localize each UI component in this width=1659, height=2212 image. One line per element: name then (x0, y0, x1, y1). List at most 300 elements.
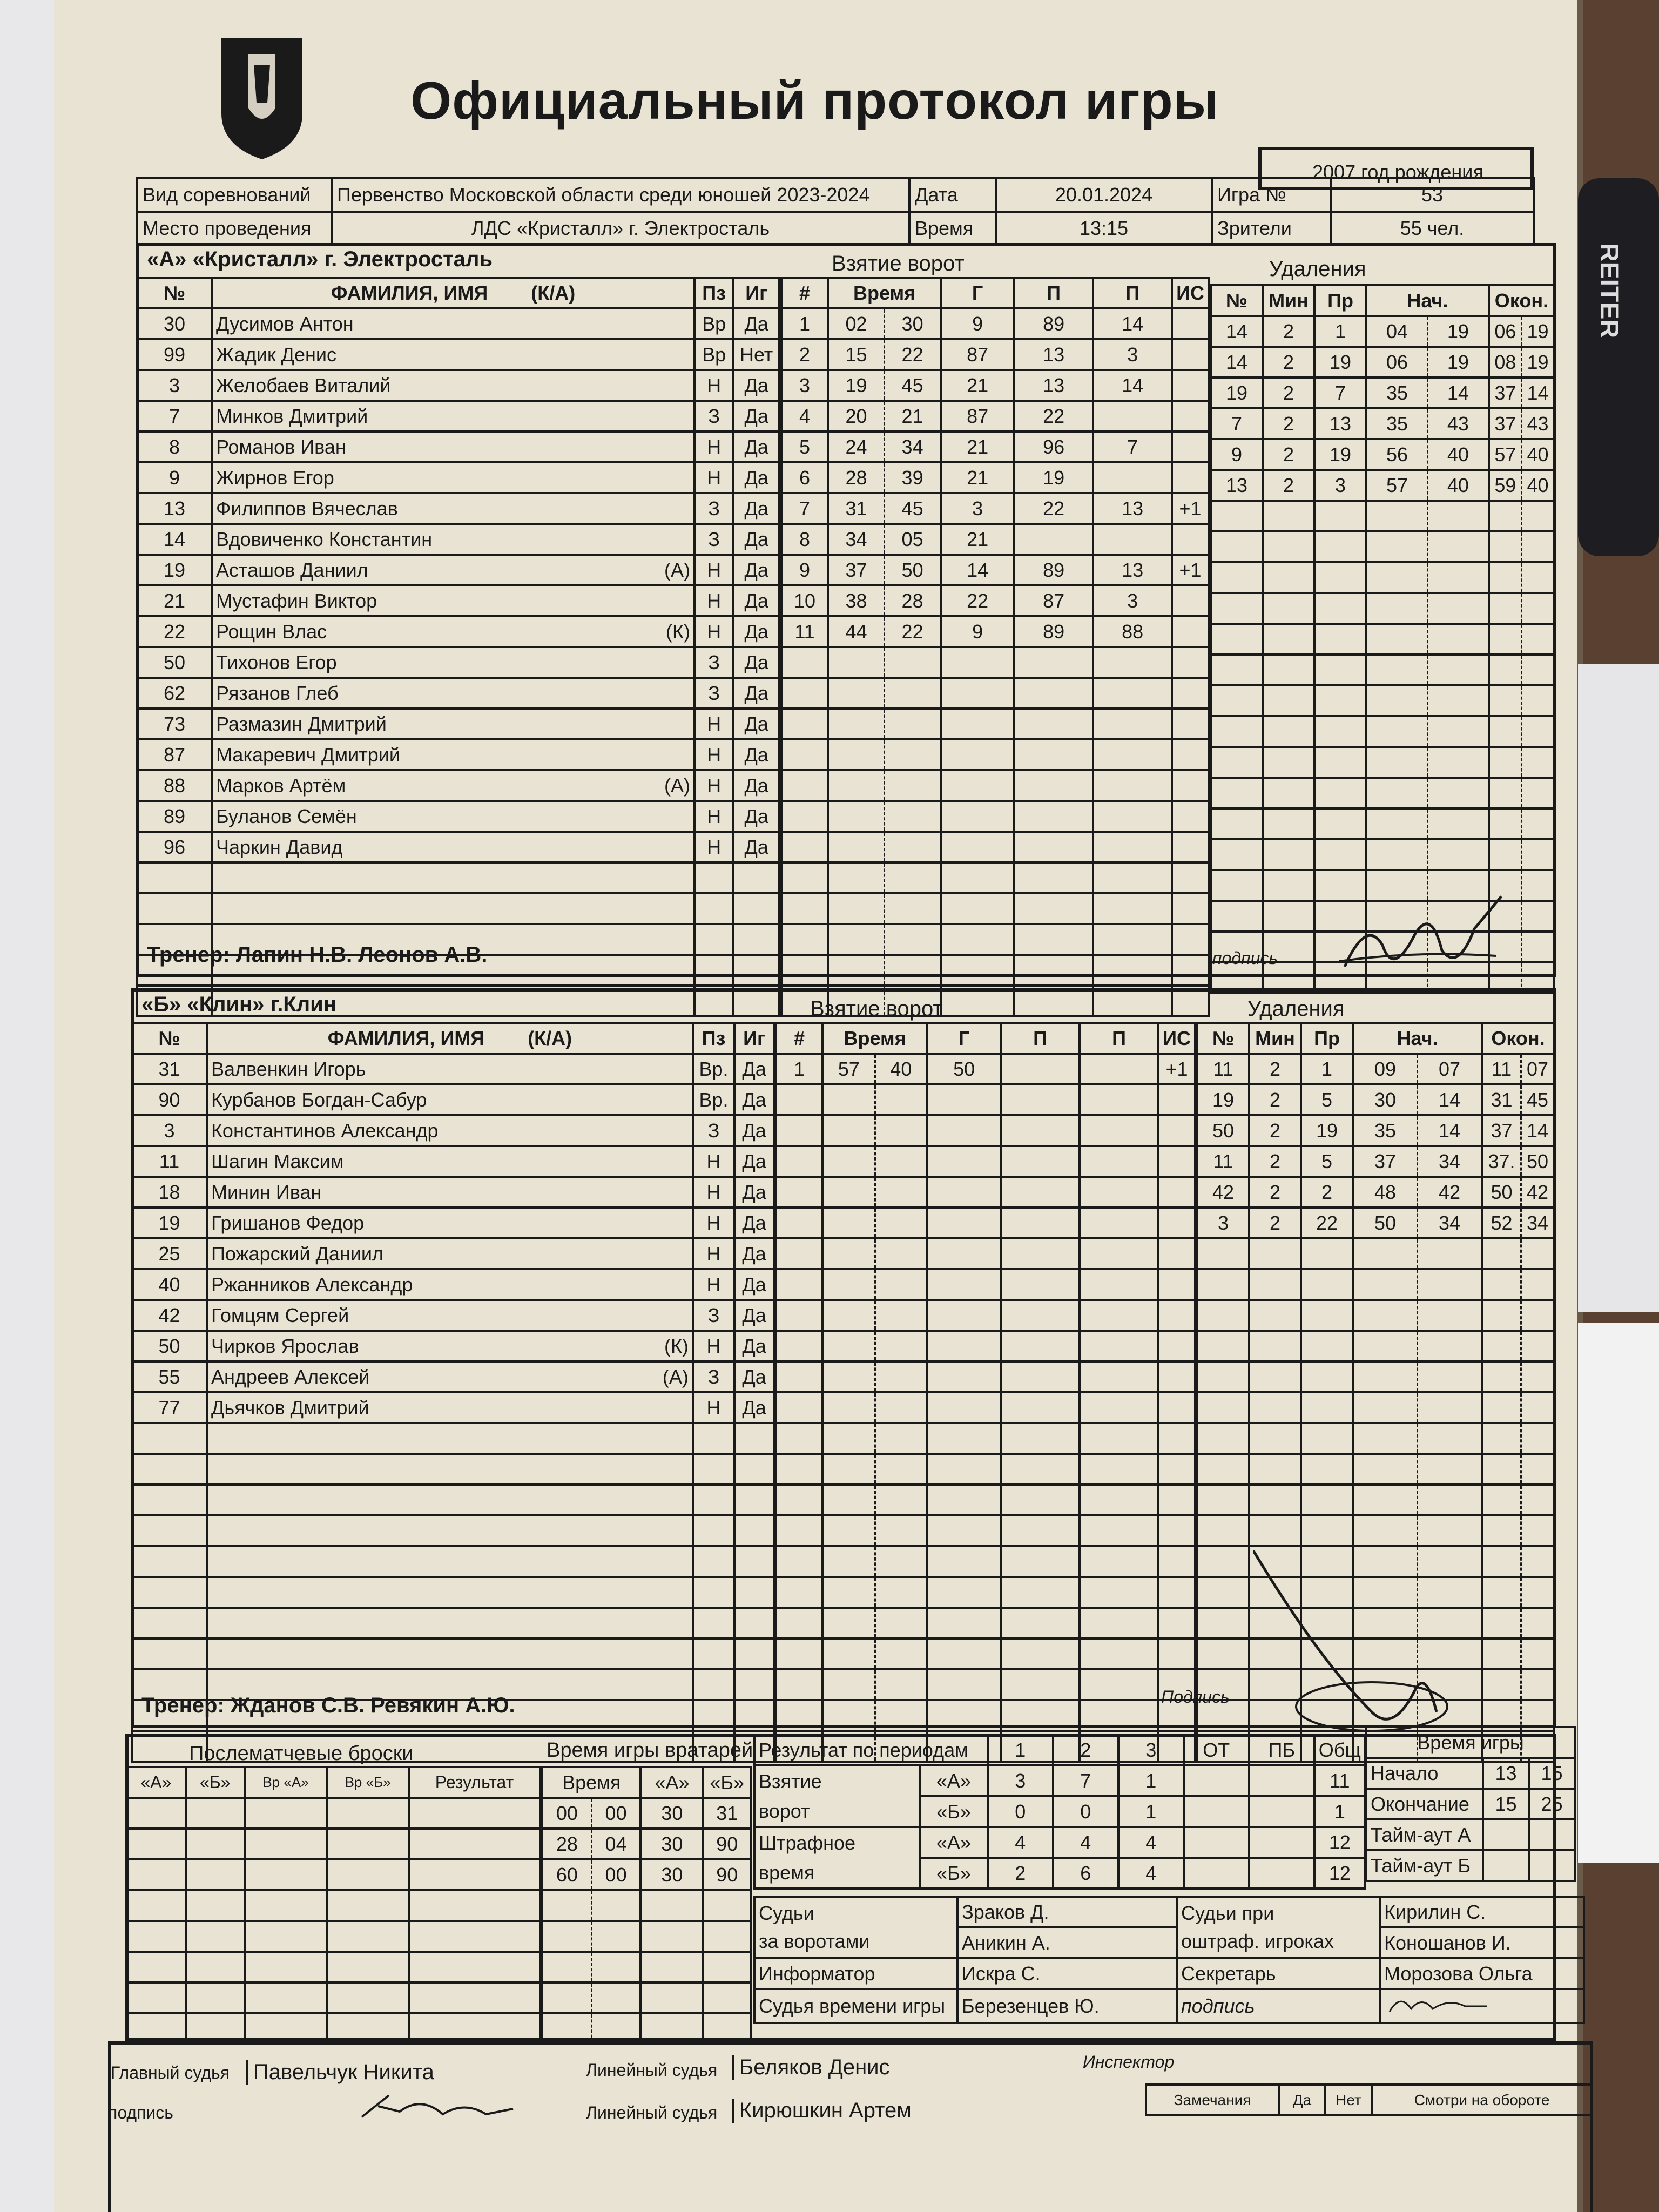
goals-label-1: Взятие (754, 1765, 920, 1796)
empty-cell (327, 1798, 409, 1829)
goal-number: 9 (781, 555, 828, 585)
table-row (776, 1331, 1195, 1361)
goal-assist-2 (1080, 1238, 1158, 1269)
goal-strength (1158, 1515, 1195, 1546)
goal-assist-1 (1001, 1054, 1080, 1084)
penalty-player (1211, 531, 1263, 562)
table-row (132, 1177, 774, 1208)
goal-strength (1172, 524, 1209, 555)
goal-assist-2: 88 (1093, 616, 1172, 647)
col-time: Время (828, 278, 941, 308)
penalty-start-sec: 14 (1418, 1084, 1482, 1115)
table-row (542, 1890, 751, 1921)
penalty-player (1197, 1546, 1249, 1577)
penalty-start-min (1353, 1331, 1418, 1361)
goals-a-1: 3 (988, 1765, 1053, 1796)
pim-b-pb (1249, 1858, 1314, 1889)
goal-number (776, 1700, 822, 1731)
penalty-end-sec (1521, 932, 1554, 962)
table-row (137, 585, 779, 616)
table-row (132, 1392, 774, 1423)
player-position: Вр (694, 339, 733, 370)
penalty-start-min (1353, 1361, 1418, 1392)
empty-cell (693, 1577, 734, 1608)
goalie-time-sec (591, 1921, 640, 1952)
penalty-end-min (1482, 1361, 1521, 1392)
player-name-text: Вдовиченко Константин (216, 528, 433, 550)
penalty-end-sec (1521, 1546, 1554, 1577)
goal-strength (1172, 462, 1209, 493)
player-position: Н (694, 770, 733, 801)
goal-number: 2 (781, 339, 828, 370)
player-played: Да (733, 555, 779, 585)
penalty-start-sec (1418, 1269, 1482, 1300)
goal-scorer: 9 (941, 308, 1014, 339)
goal-minute (822, 1608, 875, 1638)
table-row (1197, 1485, 1554, 1515)
penalty-player (1211, 778, 1263, 808)
player-position: Н (694, 801, 733, 832)
goal-number: 10 (781, 585, 828, 616)
player-name (207, 1300, 693, 1331)
penalty-end-min: 37. (1482, 1146, 1521, 1177)
empty-cell (186, 1921, 245, 1952)
goalie-time-sec (591, 1952, 640, 1982)
player-position: Н (693, 1331, 734, 1361)
table-row (137, 524, 779, 555)
table-row (776, 1485, 1195, 1515)
game-number: 53 (1331, 178, 1534, 212)
goal-second: 45 (885, 370, 941, 401)
penalty-reason (1301, 1392, 1353, 1423)
team-b-title: «Б» «Клин» г.Клин (141, 993, 336, 1016)
officials-table (753, 1896, 1585, 2024)
penalty-end-min: 37 (1489, 408, 1522, 439)
goalie-time-min: 00 (542, 1798, 591, 1829)
penalty-start-min (1353, 1485, 1418, 1515)
penalty-end-min (1489, 593, 1522, 624)
player-position: З (694, 524, 733, 555)
goal-scorer: 21 (941, 524, 1014, 555)
penalty-player (1197, 1454, 1249, 1485)
penalty-reason (1314, 778, 1366, 808)
game-time-title: Время игры (1366, 1727, 1575, 1758)
col-pen-no: № (1197, 1023, 1249, 1054)
goal-minute (822, 1515, 875, 1546)
goalie-time-min (542, 1982, 591, 2013)
penalty-start-min (1366, 808, 1427, 839)
penalty-minutes (1249, 1454, 1301, 1485)
empty-cell (327, 1921, 409, 1952)
goals-b-3: 1 (1118, 1796, 1184, 1827)
penalty-end-min (1489, 501, 1522, 531)
goal-scorer (927, 1300, 1001, 1331)
goal-second: 40 (875, 1054, 927, 1084)
goal-strength (1158, 1208, 1195, 1238)
goalie-time-sec: 04 (591, 1829, 640, 1859)
goal-scorer: 21 (941, 370, 1014, 401)
goal-second (875, 1515, 927, 1546)
player-name-text: Дьячков Дмитрий (211, 1396, 369, 1419)
goal-assist-2 (1080, 1208, 1158, 1238)
penalty-player: 19 (1211, 377, 1263, 408)
goal-minute (822, 1084, 875, 1115)
penalty-start-sec (1418, 1515, 1482, 1546)
goal-assist-2 (1080, 1608, 1158, 1638)
goal-scorer (941, 770, 1014, 801)
player-played: Да (733, 678, 779, 709)
goalie-time-sec: 00 (591, 1798, 640, 1829)
penalty-end-min (1489, 716, 1522, 747)
player-name-text: Желобаев Виталий (216, 374, 391, 396)
table-row (1211, 501, 1554, 531)
goal-scorer (927, 1392, 1001, 1423)
player-played: Да (733, 524, 779, 555)
table-row (542, 1952, 751, 1982)
col-min: Мин (1263, 285, 1314, 316)
goal-number (776, 1146, 822, 1177)
empty-cell (694, 893, 733, 924)
player-name (212, 524, 694, 555)
col-p3: 3 (1118, 1735, 1184, 1765)
penalty-start-min (1366, 562, 1427, 593)
goal-minute (822, 1577, 875, 1608)
goal-assist-2: 13 (1093, 493, 1172, 524)
team-b-goals-heading: Взятие ворот (810, 997, 943, 1021)
table-row (132, 1361, 774, 1392)
player-played: Да (733, 370, 779, 401)
penalty-end-sec (1521, 1300, 1554, 1331)
goal-minute (822, 1392, 875, 1423)
goal-number (776, 1177, 822, 1208)
player-position: Н (694, 462, 733, 493)
player-name (212, 370, 694, 401)
remarks-label: Замечания (1146, 2085, 1279, 2115)
goal-strength (1158, 1546, 1195, 1577)
goal-minute (828, 924, 885, 955)
penalty-end-min (1489, 655, 1522, 685)
empty-cell (327, 1952, 409, 1982)
table-row (126, 1982, 540, 2013)
goal-second (885, 924, 941, 955)
penalty-reason: 19 (1301, 1115, 1353, 1146)
goal-assist-1 (1001, 1392, 1080, 1423)
table-row (776, 1054, 1195, 1084)
goal-minute (828, 678, 885, 709)
penalty-minutes (1263, 747, 1314, 778)
goal-strength (1158, 1608, 1195, 1638)
empty-cell (327, 1982, 409, 2013)
goal-scorer (927, 1638, 1001, 1669)
penalty-player: 19 (1197, 1084, 1249, 1115)
goal-assist-2 (1080, 1577, 1158, 1608)
goal-second (885, 832, 941, 862)
goal-minute: 15 (828, 339, 885, 370)
goal-second (885, 862, 941, 893)
player-position: Н (694, 555, 733, 585)
goal-minute (822, 1423, 875, 1454)
penalty-end-min: 59 (1489, 470, 1522, 501)
player-name (207, 1177, 693, 1208)
table-row (776, 1208, 1195, 1238)
goal-second: 50 (885, 555, 941, 585)
penalty-player (1197, 1269, 1249, 1300)
goal-number (776, 1485, 822, 1515)
date-value: 20.01.2024 (996, 178, 1212, 212)
penalty-end-sec (1521, 1361, 1554, 1392)
penalty-end-sec (1521, 1423, 1554, 1454)
goal-strength (1158, 1361, 1195, 1392)
penalty-end-min (1482, 1392, 1521, 1423)
penalty-reason (1301, 1361, 1353, 1392)
penalty-end-min (1489, 808, 1522, 839)
penalty-end-min (1482, 1238, 1521, 1269)
player-name-text: Буланов Семён (216, 805, 357, 827)
empty-cell (245, 2013, 327, 2044)
penalty-start-sec (1427, 531, 1488, 562)
goal-assist-1: 89 (1014, 555, 1093, 585)
goal-second: 30 (885, 308, 941, 339)
goals-a-total: 11 (1314, 1765, 1365, 1796)
goal-judge-1: Зраков Д. (957, 1897, 1177, 1927)
empty-cell (694, 955, 733, 986)
goals-b-ot (1184, 1796, 1249, 1827)
penalty-reason: 1 (1314, 316, 1366, 347)
player-position: Н (693, 1392, 734, 1423)
goal-scorer (927, 1146, 1001, 1177)
penalty-reason (1314, 685, 1366, 716)
goal-number: 6 (781, 462, 828, 493)
table-row (137, 339, 779, 370)
goal-second (875, 1638, 927, 1669)
spectators-label: Зрители (1212, 212, 1331, 245)
linesman-1-value: Беляков Денис (732, 2055, 890, 2080)
penalty-start-sec (1418, 1331, 1482, 1361)
penalty-minutes: 2 (1249, 1208, 1301, 1238)
col-min: Мин (1249, 1023, 1301, 1054)
goal-second (875, 1669, 927, 1700)
table-row (137, 308, 779, 339)
penalty-reason (1301, 1454, 1353, 1485)
player-name-text: Пожарский Даниил (211, 1242, 384, 1265)
table-row (137, 893, 779, 924)
pim-b-total: 12 (1314, 1858, 1365, 1889)
goal-assist-2 (1080, 1392, 1158, 1423)
goal-assist-1: 87 (1014, 585, 1093, 616)
goal-number (776, 1423, 822, 1454)
penalty-player (1211, 839, 1263, 870)
empty-cell (207, 1577, 693, 1608)
player-name (207, 1084, 693, 1115)
goal-number (781, 955, 828, 986)
empty-cell (409, 1982, 540, 2013)
goal-assist-1 (1001, 1331, 1080, 1361)
goalie-a (640, 1921, 703, 1952)
team-b-penalties-heading: Удаления (1247, 997, 1345, 1021)
goal-scorer: 50 (927, 1054, 1001, 1084)
goal-strength (1172, 801, 1209, 832)
penalty-minutes: 2 (1263, 470, 1314, 501)
player-name-text: Минин Иван (211, 1181, 322, 1203)
penalty-end-sec (1521, 1638, 1554, 1669)
goal-second (875, 1577, 927, 1608)
player-name-text: Шагин Максим (211, 1150, 344, 1172)
goal-scorer (941, 678, 1014, 709)
goal-second (875, 1146, 927, 1177)
goal-strength (1158, 1146, 1195, 1177)
penalty-end-sec (1521, 839, 1554, 870)
empty-cell (327, 1859, 409, 1890)
time-value: 13:15 (996, 212, 1212, 245)
penalty-start-sec (1418, 1423, 1482, 1454)
pim-label-2: время (754, 1858, 920, 1889)
table-row (781, 493, 1209, 524)
player-played: Да (734, 1269, 774, 1300)
goal-assist-2 (1080, 1115, 1158, 1146)
col-gt-time: Время (542, 1767, 640, 1798)
table-row (781, 616, 1209, 647)
goal-scorer (927, 1115, 1001, 1146)
player-number: 55 (132, 1361, 207, 1392)
goal-scorer (941, 893, 1014, 924)
player-name-text: Асташов Даниил (216, 558, 368, 581)
goal-minute: 34 (828, 524, 885, 555)
table-row (1211, 655, 1554, 685)
goal-assist-1 (1001, 1146, 1080, 1177)
game-start-m: 15 (1529, 1758, 1575, 1789)
penalty-start-min (1366, 839, 1427, 870)
goal-scorer: 21 (941, 431, 1014, 462)
table-row (542, 1921, 751, 1952)
table-row (132, 1208, 774, 1238)
goal-minute: 38 (828, 585, 885, 616)
timekeeper-value: Березенцев Ю. (957, 1989, 1177, 2023)
goal-assist-2 (1093, 647, 1172, 678)
goal-number (781, 862, 828, 893)
penalty-reason (1301, 1485, 1353, 1515)
player-role: (А) (664, 558, 690, 581)
game-start-h: 13 (1483, 1758, 1529, 1789)
player-position: Н (693, 1146, 734, 1177)
empty-cell (693, 1485, 734, 1515)
goal-second: 22 (885, 616, 941, 647)
player-number: 25 (132, 1238, 207, 1269)
penalty-reason: 5 (1301, 1084, 1353, 1115)
penalty-start-sec: 14 (1418, 1115, 1482, 1146)
table-row (776, 1146, 1195, 1177)
penalty-player (1197, 1515, 1249, 1546)
goal-assist-2 (1080, 1361, 1158, 1392)
player-name (212, 585, 694, 616)
penalty-minutes (1249, 1392, 1301, 1423)
player-played: Да (733, 616, 779, 647)
table-row (776, 1454, 1195, 1485)
goal-strength (1158, 1577, 1195, 1608)
table-row (781, 585, 1209, 616)
goalie-b: 31 (703, 1798, 751, 1829)
table-row (132, 1238, 774, 1269)
player-played: Да (734, 1361, 774, 1392)
player-role: (К) (664, 1334, 689, 1357)
table-row (126, 2013, 540, 2044)
goalie-b: 90 (703, 1859, 751, 1890)
col-name: ФАМИЛИЯ, ИМЯ (К/А) (207, 1023, 693, 1054)
penalty-reason (1314, 655, 1366, 685)
penalty-player (1211, 593, 1263, 624)
goal-assist-2 (1080, 1485, 1158, 1515)
player-number: 50 (132, 1331, 207, 1361)
table-row (137, 493, 779, 524)
goal-assist-2: 14 (1093, 370, 1172, 401)
penalty-start-sec: 07 (1418, 1054, 1482, 1084)
player-number: 99 (137, 339, 212, 370)
penalty-reason (1301, 1515, 1353, 1546)
penalty-start-min (1353, 1238, 1418, 1269)
player-played: Да (733, 709, 779, 739)
goal-minute (822, 1546, 875, 1577)
goal-scorer (927, 1608, 1001, 1638)
penalty-start-sec (1427, 501, 1488, 531)
table-row (137, 739, 779, 770)
penalty-start-sec (1418, 1392, 1482, 1423)
penalty-start-min: 57 (1366, 470, 1427, 501)
table-row (781, 955, 1209, 986)
penalty-end-min (1482, 1454, 1521, 1485)
goalie-b (703, 1921, 751, 1952)
player-name (207, 1269, 693, 1300)
table-row (781, 308, 1209, 339)
player-position: Вр. (693, 1084, 734, 1115)
table-row (132, 1331, 774, 1361)
goal-assist-1 (1014, 801, 1093, 832)
penalty-start-min: 37 (1353, 1146, 1418, 1177)
goalie-time-min (542, 2013, 591, 2044)
penalty-end-sec: 07 (1521, 1054, 1554, 1084)
penalty-player: 42 (1197, 1177, 1249, 1208)
penalty-end-min (1482, 1423, 1521, 1454)
goalie-time-min (542, 1921, 591, 1952)
game-time-table (1365, 1726, 1576, 1882)
goal-assist-2 (1080, 1084, 1158, 1115)
goal-minute: 44 (828, 616, 885, 647)
pim-a-2: 4 (1053, 1827, 1118, 1858)
player-number: 21 (137, 585, 212, 616)
table-row (137, 770, 779, 801)
goalie-time-sec (591, 1890, 640, 1921)
penalty-player (1211, 685, 1263, 716)
player-name (212, 401, 694, 431)
pim-b-ot (1184, 1858, 1249, 1889)
empty-cell (409, 1829, 540, 1859)
penalty-player (1211, 870, 1263, 901)
goal-minute: 37 (828, 555, 885, 585)
player-position: Н (694, 370, 733, 401)
player-position: Вр (694, 308, 733, 339)
goals-team-b: «Б» (920, 1796, 988, 1827)
penalty-start-min: 56 (1366, 439, 1427, 470)
penalty-reason (1301, 1423, 1353, 1454)
penalty-reason (1314, 593, 1366, 624)
penalty-reason: 3 (1314, 470, 1366, 501)
goal-scorer: 22 (941, 585, 1014, 616)
table-row (137, 431, 779, 462)
goal-strength (1158, 1269, 1195, 1300)
head-referee-value: Павельчук Никита (246, 2060, 434, 2085)
shootout-col-1: «Б» (186, 1767, 245, 1798)
goal-minute (828, 955, 885, 986)
penalty-start-sec: 34 (1418, 1208, 1482, 1238)
table-row (1197, 1361, 1554, 1392)
